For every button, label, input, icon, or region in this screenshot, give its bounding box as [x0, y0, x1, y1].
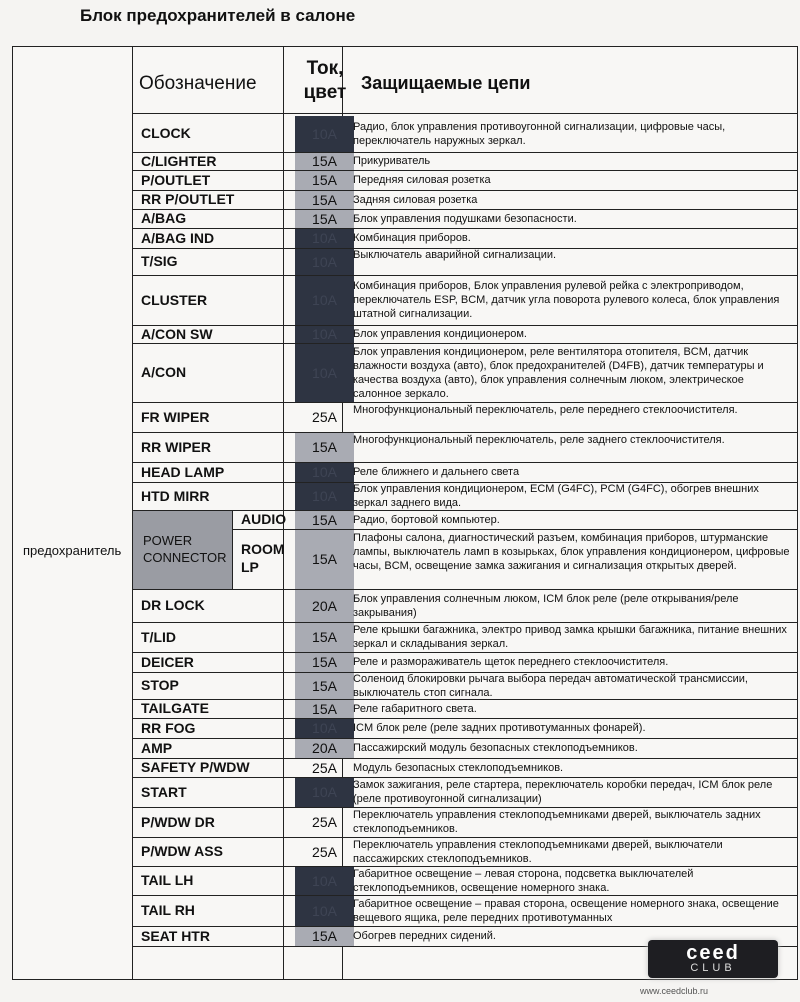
table-row: [13, 190, 797, 209]
fuse-circuits: Комбинация приборов.: [353, 232, 471, 244]
header-current: [290, 57, 360, 105]
fuse-current: 10A: [295, 483, 354, 510]
logo-text: ceed: [686, 942, 740, 964]
sub-audio: AUDIO: [241, 511, 287, 527]
fuse-current: 15A: [295, 191, 354, 209]
fuse-circuits: Плафоны салона, диагностический разъем, комбинация приборов, штурманские лампы, выключатель ламп в козырьках, блок управления кондиционером, цифровые часы, BCM, освещение замка зажигания и сигнализация открытых дверей.: [353, 532, 790, 572]
fuse-current: 10A: [295, 867, 354, 895]
fuse-circuits: Прикуриватель: [353, 155, 431, 167]
table-row: [13, 432, 797, 462]
room-line1: ROOM: [241, 541, 285, 557]
fuse-name: SAFETY P/WDW: [141, 759, 250, 775]
fuse-name: DR LOCK: [141, 597, 205, 613]
fuse-current: 25A: [312, 814, 337, 830]
fuse-circuits: Реле габаритного света.: [353, 702, 477, 715]
fuse-name: C/LIGHTER: [141, 152, 217, 169]
fuse-name: P/WDW DR: [141, 813, 215, 830]
fuse-current: 15A: [295, 511, 354, 529]
fuse-name: P/WDW ASS: [141, 843, 223, 859]
fuse-circuits: Соленоид блокировки рычага выбора передач автоматической трансмиссии, выключатель стоп сигнала.: [353, 673, 748, 699]
table-row: [13, 248, 797, 275]
fuse-circuits: Переключатель управления стеклоподъемниками дверей, выключатель задних стеклоподъемников.: [353, 809, 761, 835]
fuse-circuits: Блок управления кондиционером, реле вентилятора отопителя, BCM, датчик влажности воздуха (авто), блок предохранителей (D4FB), датчик температуры и качества воздуха (авто), блок управления солнечным люком, электрическое салонное зеркало.: [353, 345, 764, 400]
header-current-line2: цвет: [303, 82, 347, 103]
fuse-current: 15A: [295, 653, 354, 672]
fuse-name: T/LID: [141, 628, 176, 645]
fuse-name: A/BAG: [141, 210, 187, 226]
fuse-circuits: Радио, бортовой компьютер.: [353, 513, 500, 526]
fuse-circuits: Комбинация приборов, Блок управления рулевой рейка с электроприводом, переключатель ESP, BCM, датчик угла поворота рулевого колеса, блок управления штатной сигнализации.: [353, 280, 780, 320]
fuse-current: 10A: [295, 276, 354, 325]
fuse-name: RR WIPER: [141, 438, 211, 455]
table-row: [13, 275, 797, 325]
fuse-name: RR FOG: [141, 719, 196, 736]
fuse-circuits: Передняя силовая розетка: [353, 174, 491, 186]
fuse-current: 15A: [295, 210, 354, 228]
ceed-club-logo: [648, 940, 778, 978]
fuse-current: 25A: [312, 760, 337, 776]
fuse-current: 20A: [295, 590, 354, 622]
table-row: [13, 738, 797, 758]
fuse-current: 15A: [295, 530, 354, 589]
power-label-line2: CONNECTOR: [143, 550, 227, 565]
fuse-current: 15A: [295, 700, 354, 718]
table-row: [13, 837, 797, 866]
fuse-circuits: Габаритное освещение – левая сторона, подсветка выключателей стеклоподъемников, освещение номерного знака.: [353, 867, 694, 894]
fuse-current: 15A: [295, 673, 354, 699]
fuse-circuits: ICM блок реле (реле задних противотуманных фонарей).: [353, 722, 646, 734]
fuse-circuits: Задняя силовая розетка: [353, 193, 478, 206]
fuse-current: 10A: [295, 116, 354, 152]
fuse-name: FR WIPER: [141, 408, 210, 425]
fuse-name: RR P/OUTLET: [141, 191, 235, 207]
fuse-current: 15A: [295, 927, 354, 946]
header-current-line1: Ток,: [306, 58, 344, 79]
table-row: [13, 343, 797, 402]
fuse-current: 20A: [295, 739, 354, 758]
fuse-table: [12, 46, 798, 980]
table-row: [13, 672, 797, 699]
fuse-name: A/CON: [141, 364, 187, 380]
table-row: [13, 866, 797, 895]
table-row: [13, 718, 797, 738]
table-row: [13, 170, 797, 190]
fuse-current: 15A: [295, 433, 354, 462]
fuse-circuits: Блок управления кондиционером.: [353, 328, 527, 340]
fuse-name: TAILGATE: [141, 700, 209, 716]
fuse-circuits: Многофункциональный переключатель, реле заднего стеклоочистителя.: [353, 434, 725, 446]
fuse-circuits: Блок управления кондиционером, ECM (G4FC), PCM (G4FC), обогрев внешних зеркал заднего вида.: [353, 483, 759, 509]
fuse-circuits: Многофункциональный переключатель, реле переднего стеклоочистителя.: [353, 404, 738, 416]
table-row: [13, 325, 797, 343]
fuse-name: A/BAG IND: [141, 229, 215, 246]
fuse-name: TAIL RH: [141, 902, 195, 918]
table-row: [13, 228, 797, 248]
power-label-line1: POWER: [143, 533, 193, 548]
fuse-current: 10A: [295, 249, 354, 275]
fuse-current: 10A: [295, 229, 354, 248]
table-row: [13, 652, 797, 672]
fuse-name: HTD MIRR: [141, 487, 210, 504]
table-row: [13, 152, 797, 170]
fuse-current: 15A: [295, 623, 354, 652]
table-row: [13, 529, 797, 589]
table-row: [13, 482, 797, 510]
fuse-circuits: Реле и размораживатель щеток переднего стеклоочистителя.: [353, 656, 669, 668]
section-label: предохранитель: [23, 543, 122, 558]
fuse-name: HEAD LAMP: [141, 463, 225, 480]
fuse-circuits: Переключатель управления стеклоподъемниками дверей, выключатели пассажирских стеклоподъемников.: [353, 838, 723, 865]
fuse-circuits: Пассажирский модуль безопасных стеклоподъемников.: [353, 742, 638, 754]
fuse-current: 10A: [295, 344, 354, 402]
table-row: [13, 209, 797, 228]
fuse-circuits: Блок управления подушками безопасности.: [353, 212, 577, 225]
fuse-circuits: Реле крышки багажника, электро привод замка крышки багажника, питание внешних зеркал и складывания зеркал.: [353, 624, 787, 650]
fuse-current: 15A: [295, 153, 354, 170]
table-row: [13, 510, 797, 529]
fuse-name: CLUSTER: [141, 291, 208, 308]
fuse-circuits: Выключатель аварийной сигнализации.: [353, 249, 557, 261]
table-row: [13, 777, 797, 807]
fuse-name: SEAT HTR: [141, 927, 210, 944]
power-connector-label: [143, 532, 227, 566]
fuse-name: T/SIG: [141, 253, 178, 269]
table-row: [13, 402, 797, 432]
fuse-circuits: Реле ближнего и дальнего света: [353, 466, 520, 478]
fuse-current: 25A: [312, 844, 337, 860]
fuse-current: 10A: [295, 463, 354, 482]
room-line2: LP: [241, 559, 259, 575]
fuse-current: 25A: [312, 409, 337, 425]
logo-sub: CLUB: [690, 962, 736, 974]
table-row: [13, 807, 797, 837]
site-url: www.ceedclub.ru: [640, 986, 709, 996]
fuse-name: P/OUTLET: [141, 171, 211, 188]
table-row: [13, 462, 797, 482]
table-row: [13, 895, 797, 926]
fuse-current: 10A: [295, 896, 354, 926]
fuse-name: A/CON SW: [141, 325, 213, 342]
fuse-current: 10A: [295, 326, 354, 343]
fuse-name: START: [141, 783, 187, 800]
table-row: [13, 622, 797, 652]
fuse-current: 10A: [295, 778, 354, 807]
fuse-circuits: Радио, блок управления противоугонной сигнализации, цифровые часы, переключатель наружных зеркал.: [353, 120, 726, 147]
fuse-name: TAIL LH: [141, 872, 194, 888]
table-row: [13, 589, 797, 622]
fuse-circuits: Модуль безопасных стеклоподъемников.: [353, 761, 564, 774]
fuse-current: 10A: [295, 719, 354, 738]
fuse-circuits: Блок управления солнечным люком, ICM блок реле (реле открывания/реле закрывания): [353, 592, 739, 619]
fuse-name: STOP: [141, 677, 179, 693]
fuse-circuits: Габаритное освещение – правая сторона, освещение номерного знака, освещение вещевого ящика, реле передних противотуманных: [353, 897, 779, 924]
fuse-name: DEICER: [141, 653, 194, 670]
sub-room-lp: [241, 540, 285, 576]
fuse-circuits: Замок зажигания, реле стартера, переключатель коробки передач, ICM блок реле (реле противоугонной сигнализации): [353, 779, 773, 805]
table-row: [13, 115, 797, 152]
fuse-name: CLOCK: [141, 125, 191, 141]
fuse-current: 15A: [295, 171, 354, 190]
table-row: [13, 758, 797, 777]
page-title: Блок предохранителей в салоне: [80, 6, 356, 25]
table-row: [13, 699, 797, 718]
fuse-name: AMP: [141, 739, 173, 756]
header-circuits: Защищаемые цепи: [361, 73, 531, 93]
fuse-circuits: Обогрев передних сидений.: [353, 930, 496, 942]
header-designation: Обозначение: [139, 73, 257, 94]
